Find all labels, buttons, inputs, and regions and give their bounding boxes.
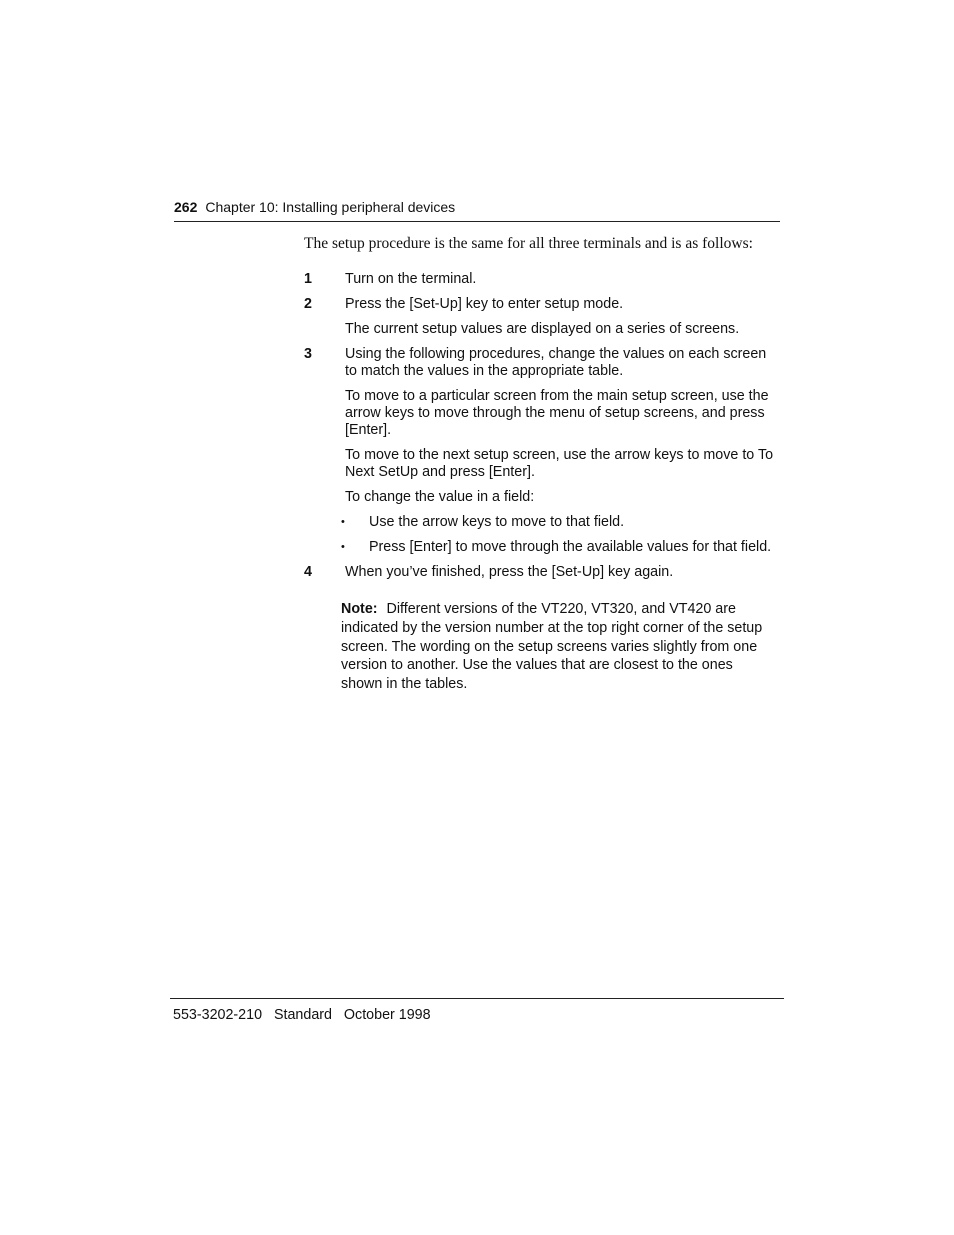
note-block — [341, 600, 777, 694]
footer-rule — [170, 998, 784, 999]
step-text: Using the following procedures, change the values on each screen to match the values in the appropriate table. — [345, 346, 767, 379]
bullet-text: Use the arrow keys to move to that field. — [369, 514, 625, 530]
step-3-paragraph: To change the value in a field: — [345, 489, 535, 505]
step-number: 2 — [304, 296, 312, 312]
step-text: When you’ve finished, press the [Set-Up] key again. — [345, 564, 674, 580]
step-text: Turn on the terminal. — [345, 271, 477, 287]
step-3-paragraph: To move to a particular screen from the main setup screen, use the arrow keys to move through the menu of setup screens, and press [Enter]. — [345, 388, 769, 438]
chapter-title: Chapter 10: Installing peripheral devices — [205, 199, 456, 215]
bullet-icon: • — [341, 516, 345, 528]
page-footer — [173, 1007, 431, 1023]
step-number: 1 — [304, 271, 312, 287]
bullet-icon: • — [341, 541, 345, 553]
note-text: Different versions of the VT220, VT320, and VT420 are indicated by the version number at the top right corner of the setup screen. The wording on the setup screens varies slightly from one version to another. Use the values that are closest to the ones shown in the tables. — [341, 601, 763, 693]
intro-paragraph: The setup procedure is the same for all three terminals and is as follows: — [304, 235, 753, 252]
step-2-detail: The current setup values are displayed on a series of screens. — [345, 321, 740, 337]
doc-number: 553-3202-210 — [173, 1007, 263, 1023]
page-header — [174, 199, 780, 215]
doc-date: October 1998 — [343, 1007, 431, 1023]
step-3-paragraph: To move to the next setup screen, use the arrow keys to move to To Next SetUp and press [Enter]. — [345, 447, 774, 480]
note-label: Note: — [341, 601, 378, 617]
step-number: 4 — [304, 564, 312, 580]
doc-status: Standard — [273, 1007, 332, 1023]
bullet-text: Press [Enter] to move through the available values for that field. — [369, 539, 772, 555]
step-text: Press the [Set-Up] key to enter setup mode. — [345, 296, 624, 312]
step-number: 3 — [304, 346, 312, 362]
header-rule — [174, 221, 780, 222]
page-number: 262 — [174, 199, 198, 215]
